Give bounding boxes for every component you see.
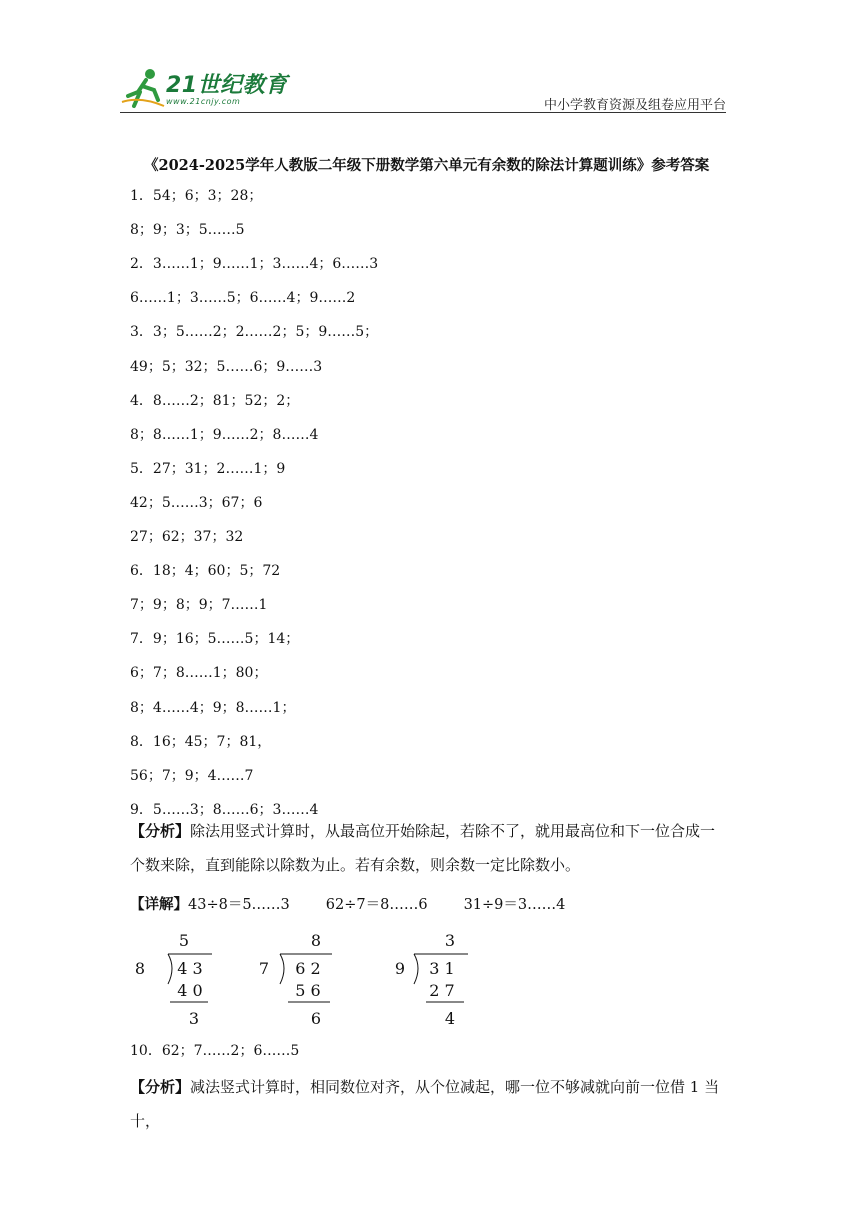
answer-line: 8；4……4；9；8……1； — [130, 699, 296, 716]
logo — [120, 66, 300, 110]
quotient: 5 — [178, 931, 190, 950]
logo-text: 21世纪教育 — [166, 73, 288, 98]
analysis-text: 减法竖式计算时，相同数位对齐，从个位减起，哪一位不够减就向前一位借 1 当十， — [130, 1078, 720, 1130]
remainder: 4 — [444, 1009, 456, 1028]
answer-line: 4．8……2；81；52；2； — [130, 392, 300, 409]
answer-line: 1．54；6；3；28； — [130, 188, 263, 204]
answer-line: 8．16；45；7；81， — [130, 733, 272, 750]
product: 5 6 — [295, 981, 321, 1000]
divisor: 9 — [394, 959, 406, 978]
long-division-2 — [254, 928, 334, 1032]
platform-name: 中小学教育资源及组卷应用平台 — [543, 98, 726, 113]
runner-logo-icon — [120, 66, 168, 110]
analysis-9 — [130, 814, 730, 882]
detail-label: 【详解】 — [130, 896, 188, 913]
answer-10: 10．62；7……2；6……5 — [130, 1043, 300, 1059]
dividend: 3 1 — [429, 959, 455, 978]
long-division-1 — [132, 928, 212, 1032]
divisor: 7 — [258, 959, 270, 978]
product: 2 7 — [429, 981, 455, 1000]
long-division-3 — [392, 928, 472, 1032]
answer-line: 56；7；9；4……7 — [130, 767, 254, 784]
page-title: 《2024-2025学年人教版二年级下册数学第六单元有余数的除法计算题训练》参考答案 — [144, 157, 710, 174]
analysis-label: 【分析】 — [130, 1078, 191, 1096]
dividend: 6 2 — [295, 959, 321, 978]
header-divider — [120, 112, 726, 113]
analysis-10 — [130, 1070, 730, 1138]
answer-line: 49；5；32；5……6；9……3 — [130, 358, 323, 375]
analysis-text: 除法用竖式计算时，从最高位开始除起，若除不了，就用最高位和下一位合成一个数来除，直到能除以除数为止。若有余数，则余数一定比除数小。 — [130, 822, 716, 874]
answer-line: 9．5……3；8……6；3……4 — [130, 801, 319, 818]
quotient: 3 — [444, 931, 456, 950]
answer-line: 6……1；3……5；6……4；9……2 — [130, 290, 356, 307]
divisor: 8 — [134, 959, 146, 978]
answer-line: 2．3……1；9……1；3……4；6……3 — [130, 256, 379, 273]
answer-line: 8；8……1；9……2；8……4 — [130, 426, 319, 443]
logo-url: www.21cnjy.com — [166, 97, 241, 106]
answer-line: 7；9；8；9；7……1 — [130, 597, 268, 614]
answer-line: 3．3；5……2；2……2；5；9……5； — [130, 324, 379, 341]
remainder: 3 — [188, 1009, 200, 1028]
answer-line: 6；7；8……1；80； — [130, 665, 268, 682]
equation-2: 62÷7＝8……6 — [325, 897, 428, 913]
answer-line: 5．27；31；2……1；9 — [130, 460, 286, 477]
equation-1: 43÷8＝5……3 — [188, 897, 290, 913]
answer-line: 27；62；37；32 — [130, 529, 244, 545]
dividend: 4 3 — [177, 959, 203, 978]
answer-line: 8；9；3；5……5 — [130, 222, 245, 239]
page-header — [120, 66, 726, 116]
answer-line: 7．9；16；5……5；14； — [130, 631, 300, 648]
quotient: 8 — [310, 931, 322, 950]
analysis-label: 【分析】 — [130, 822, 191, 840]
answer-line: 42；5……3；67；6 — [130, 494, 263, 511]
remainder: 6 — [310, 1009, 322, 1028]
equation-3: 31÷9＝3……4 — [463, 897, 566, 913]
product: 4 0 — [177, 981, 203, 1000]
answer-line: 6．18；4；60；5；72 — [130, 563, 281, 580]
detail-9 — [130, 893, 565, 914]
